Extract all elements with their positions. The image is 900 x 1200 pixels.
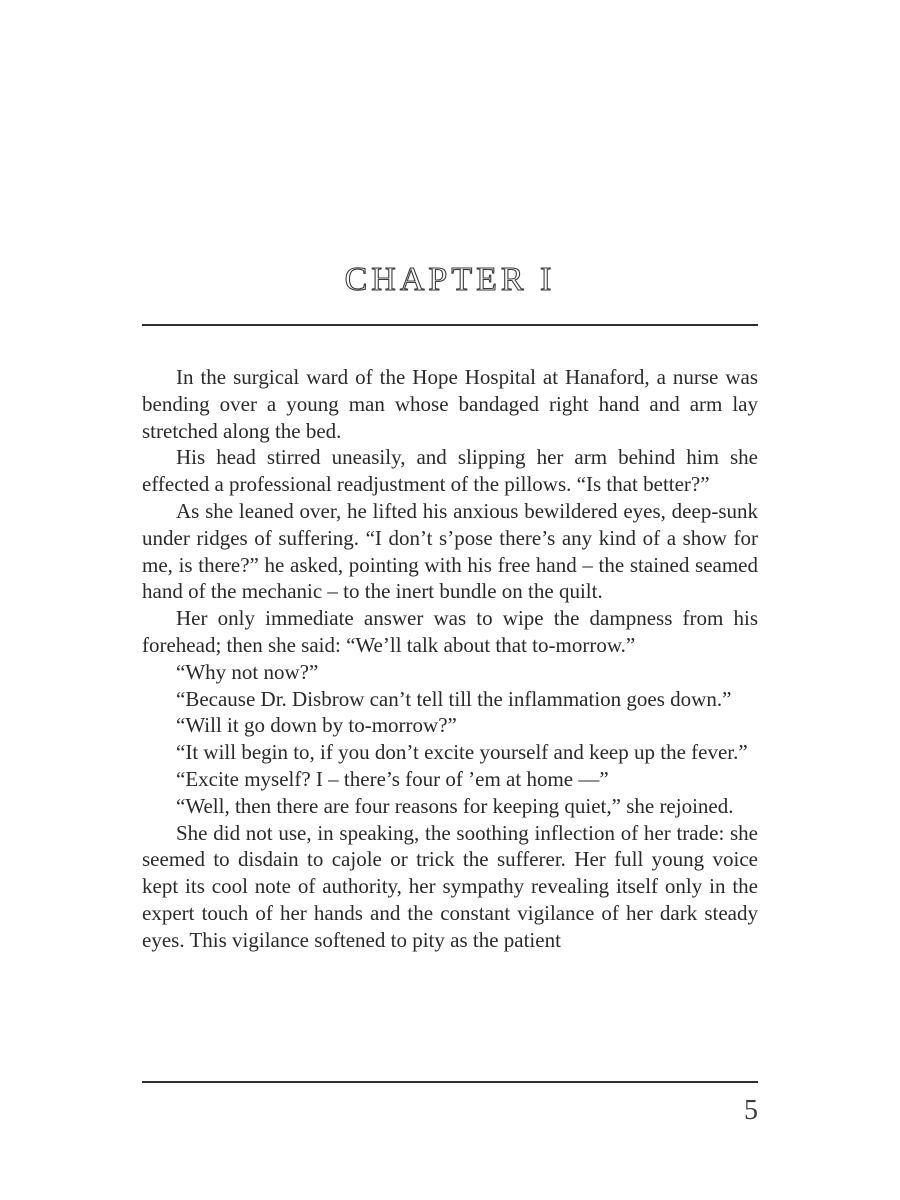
page-number: 5 <box>744 1095 758 1126</box>
paragraph: As she leaned over, he lifted his anxious bewildered eyes, deep-sunk under ridges of suffering. “I don’t s’pose there’s any kind of a show for me, is there?” he asked, pointing with his free hand – the stained seamed hand of the mechanic – to the inert bundle on the quilt. <box>142 498 758 604</box>
paragraph: “Well, then there are four reasons for keeping quiet,” she rejoined. <box>176 793 734 818</box>
paragraph: “Why not now?” <box>176 659 319 684</box>
paragraph: “Excite myself? I – there’s four of ’em at home —” <box>176 766 609 791</box>
chapter-body <box>142 364 758 954</box>
paragraph: “Will it go down by to-morrow?” <box>176 713 457 738</box>
top-divider <box>142 324 758 326</box>
chapter-title: CHAPTER I <box>344 261 556 298</box>
paragraph: She did not use, in speaking, the soothing inflection of her trade: she seemed to disdain to cajole or trick the sufferer. Her full young voice kept its cool note of authority, her sympathy revealing itself only in the expert touch of her hands and the constant vigilance of her dark steady eyes. This vigilance softened to pity as the patient <box>142 820 758 952</box>
paragraph: In the surgical ward of the Hope Hospital at Hanaford, a nurse was bending over a young man whose bandaged right hand and arm lay stretched along the bed. <box>142 365 758 443</box>
paragraph: Her only immediate answer was to wipe the dampness from his forehead; then she said: “We’ll talk about that to-morrow.” <box>142 606 758 657</box>
paragraph: His head stirred uneasily, and slipping her arm behind him she effected a professional readjustment of the pillows. “Is that better?” <box>142 445 758 497</box>
paragraph: “It will begin to, if you don’t excite yourself and keep up the fever.” <box>176 740 748 765</box>
bottom-divider <box>142 1081 758 1083</box>
paragraph: “Because Dr. Disbrow can’t tell till the inflammation goes down.” <box>176 686 732 711</box>
